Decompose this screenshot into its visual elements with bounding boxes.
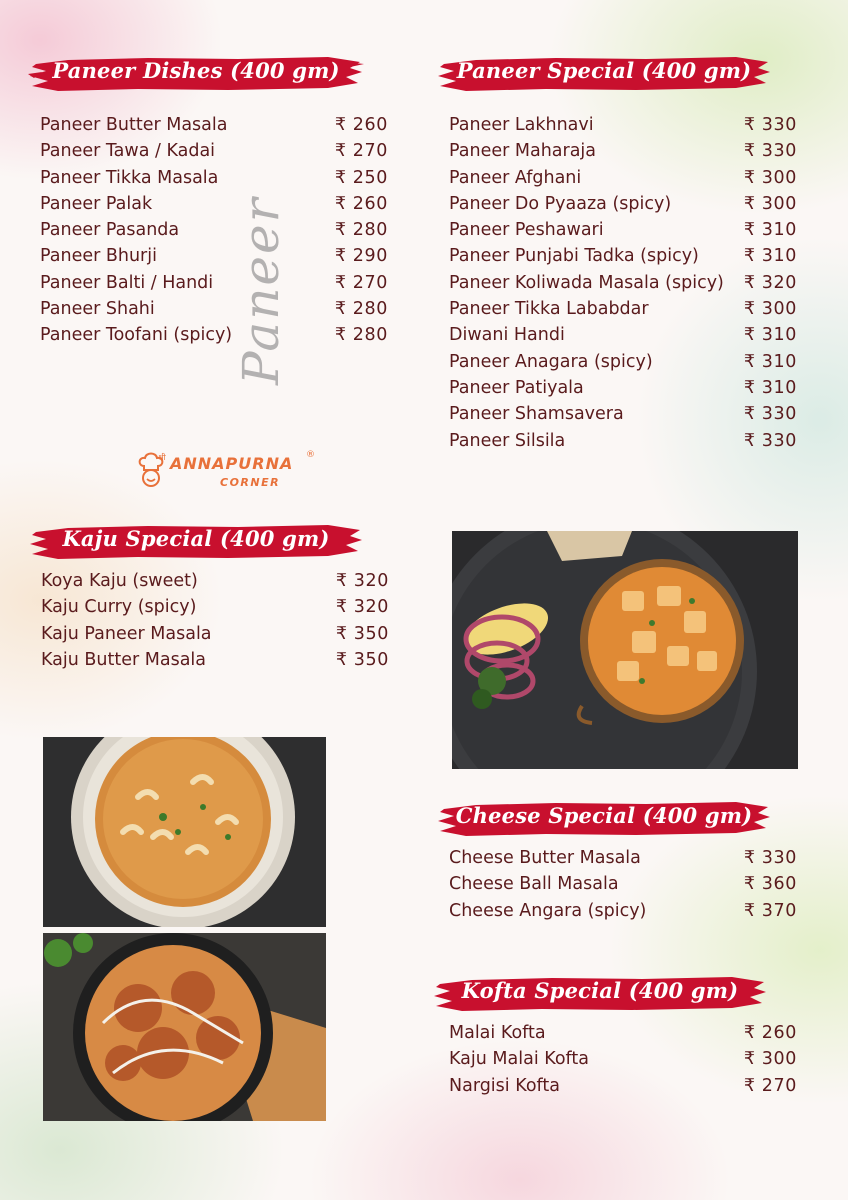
menu-item-price: ₹ 300 (743, 299, 797, 320)
menu-item (40, 113, 388, 139)
paneer-curry-photo (452, 531, 798, 769)
menu-item (40, 192, 388, 218)
section-title: Cheese Special (400 gm) (455, 803, 753, 828)
menu-item-name: Malai Kofta (449, 1023, 546, 1043)
menu-list-paneer-dishes (40, 113, 388, 350)
menu-item-name: Paneer Do Pyaaza (spicy) (449, 193, 672, 214)
menu-item-name: Paneer Bhurji (40, 246, 157, 267)
menu-item (449, 429, 797, 455)
menu-item (449, 402, 797, 428)
menu-item-name: Paneer Koliwada Masala (spicy) (449, 272, 724, 293)
menu-item-name: Paneer Anagara (spicy) (449, 351, 653, 372)
menu-item (449, 350, 797, 376)
menu-item-name: Paneer Toofani (spicy) (40, 325, 233, 346)
section-banner-paneer-special (436, 50, 772, 96)
menu-item (449, 192, 797, 218)
menu-item-price: ₹ 370 (743, 900, 797, 921)
menu-item-price: ₹ 300 (743, 167, 797, 188)
menu-list-kofta-special (449, 1021, 797, 1100)
kaju-curry-photo (43, 737, 326, 927)
menu-item-price: ₹ 290 (334, 246, 388, 267)
section-title: Kaju Special (400 gm) (62, 526, 330, 551)
registered-mark: ® (306, 450, 315, 460)
menu-item-price: ₹ 360 (743, 874, 797, 895)
menu-item-name: Paneer Punjabi Tadka (spicy) (449, 246, 699, 267)
menu-item (449, 244, 797, 270)
menu-item-name: Paneer Shamsavera (449, 404, 624, 425)
menu-item-name: Paneer Lakhnavi (449, 115, 594, 135)
menu-item-price: ₹ 260 (334, 193, 388, 214)
logo-name: ANNAPURNA (170, 454, 294, 473)
menu-item (41, 595, 389, 621)
menu-item (449, 297, 797, 323)
menu-item-name: Kaju Curry (spicy) (41, 597, 197, 618)
menu-item-price: ₹ 350 (335, 649, 389, 670)
menu-item-price: ₹ 270 (334, 272, 388, 293)
menu-item-price: ₹ 330 (743, 430, 797, 451)
menu-item (449, 166, 797, 192)
menu-item-name: Nargisi Kofta (449, 1075, 560, 1096)
menu-item-price: ₹ 260 (334, 115, 388, 135)
menu-item (40, 323, 388, 349)
section-banner-kaju-special (28, 518, 364, 564)
menu-item-name: Kaju Butter Masala (41, 649, 207, 670)
restaurant-logo (136, 448, 316, 494)
menu-item-price: ₹ 310 (743, 220, 797, 241)
menu-item-price: ₹ 250 (334, 167, 388, 188)
menu-item-name: Paneer Silsila (449, 430, 566, 451)
menu-item-name: Kaju Paneer Masala (41, 623, 212, 644)
menu-item-name: Paneer Balti / Handi (40, 272, 214, 293)
menu-item (40, 271, 388, 297)
menu-item-name: Cheese Butter Masala (449, 848, 641, 868)
menu-item-name: Paneer Peshawari (449, 220, 604, 241)
section-title: Kofta Special (400 gm) (461, 978, 739, 1003)
menu-item-price: ₹ 300 (743, 1049, 797, 1070)
menu-item-name: Paneer Shahi (40, 299, 155, 320)
menu-item-price: ₹ 310 (743, 246, 797, 267)
menu-item-price: ₹ 320 (335, 597, 389, 618)
section-banner-paneer-dishes (28, 50, 364, 96)
menu-item (449, 1047, 797, 1073)
menu-item (449, 376, 797, 402)
section-banner-kofta-special (432, 970, 768, 1016)
menu-item (449, 899, 797, 925)
logo-prefix: श्री (158, 453, 166, 462)
menu-item (41, 648, 389, 674)
section-title: Paneer Special (400 gm) (456, 58, 752, 83)
menu-item-name: Diwani Handi (449, 325, 565, 346)
section-banner-cheese-special (436, 795, 772, 841)
menu-item (449, 139, 797, 165)
menu-item-name: Paneer Butter Masala (40, 115, 228, 135)
kofta-photo (43, 933, 326, 1121)
paneer-watermark: Paneer (232, 196, 290, 385)
menu-item (449, 1074, 797, 1100)
menu-item (449, 218, 797, 244)
menu-item-name: Kaju Malai Kofta (449, 1049, 589, 1070)
menu-item-price: ₹ 310 (743, 377, 797, 398)
menu-item (449, 846, 797, 872)
menu-item-price: ₹ 320 (335, 571, 389, 591)
menu-item-price: ₹ 300 (743, 193, 797, 214)
menu-item-name: Koya Kaju (sweet) (41, 571, 198, 591)
menu-item-price: ₹ 330 (743, 848, 797, 868)
menu-item (449, 113, 797, 139)
menu-item-name: Paneer Tikka Masala (40, 167, 219, 188)
menu-list-cheese-special (449, 846, 797, 925)
menu-item (41, 622, 389, 648)
section-title: Paneer Dishes (400 gm) (52, 58, 340, 83)
menu-item-name: Paneer Tawa / Kadai (40, 141, 216, 162)
menu-item (41, 569, 389, 595)
menu-item-name: Cheese Ball Masala (449, 874, 619, 895)
menu-item-name: Paneer Palak (40, 193, 153, 214)
menu-item-name: Paneer Maharaja (449, 141, 597, 162)
menu-item (40, 244, 388, 270)
menu-item (449, 271, 797, 297)
menu-item-name: Paneer Pasanda (40, 220, 180, 241)
menu-item-name: Paneer Tikka Lababdar (449, 299, 649, 320)
menu-list-paneer-special (449, 113, 797, 455)
menu-item-name: Paneer Afghani (449, 167, 582, 188)
menu-item-price: ₹ 330 (743, 115, 797, 135)
menu-item-price: ₹ 350 (335, 623, 389, 644)
menu-item-price: ₹ 260 (743, 1023, 797, 1043)
menu-item (449, 872, 797, 898)
menu-item-price: ₹ 310 (743, 325, 797, 346)
menu-item-price: ₹ 310 (743, 351, 797, 372)
menu-item-price: ₹ 330 (743, 141, 797, 162)
menu-item-price: ₹ 270 (743, 1075, 797, 1096)
menu-item-price: ₹ 320 (743, 272, 797, 293)
menu-item (40, 139, 388, 165)
menu-item-name: Paneer Patiyala (449, 377, 584, 398)
menu-item (40, 166, 388, 192)
menu-item (449, 323, 797, 349)
menu-item-name: Cheese Angara (spicy) (449, 900, 647, 921)
menu-item-price: ₹ 280 (334, 299, 388, 320)
logo-subtitle: CORNER (220, 476, 281, 489)
menu-item (40, 297, 388, 323)
menu-item-price: ₹ 280 (334, 220, 388, 241)
menu-list-kaju-special (41, 569, 389, 674)
menu-item-price: ₹ 270 (334, 141, 388, 162)
menu-item (449, 1021, 797, 1047)
menu-item-price: ₹ 330 (743, 404, 797, 425)
menu-item (40, 218, 388, 244)
menu-item-price: ₹ 280 (334, 325, 388, 346)
